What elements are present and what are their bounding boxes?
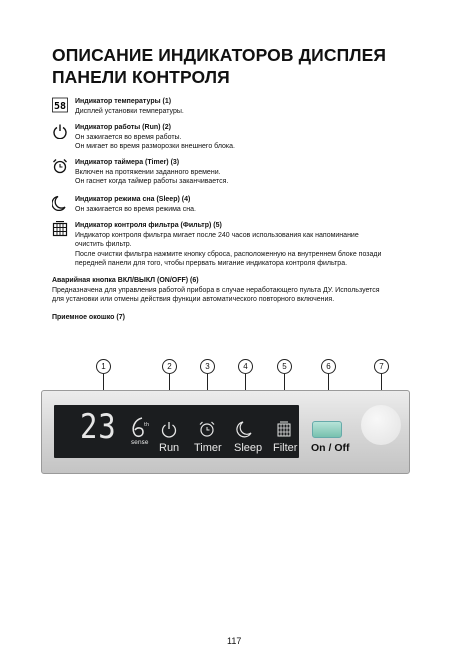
- emergency-line: для установки или отмены действия функции автоматического повторного включения.: [52, 296, 335, 303]
- indicator-heading: Индикатор режима сна (Sleep) (4): [75, 196, 191, 203]
- on-off-label: On / Off: [311, 442, 350, 454]
- svg-text:sense: sense: [131, 439, 149, 446]
- indicator-line: Он мигает во время разморозки внешнего блока.: [75, 143, 235, 150]
- indicator-temperature: [52, 97, 424, 116]
- title-line-1: ОПИСАНИЕ ИНДИКАТОРОВ ДИСПЛЕЯ: [52, 45, 387, 65]
- indicator-run: [52, 123, 424, 152]
- filter-grid-icon: [52, 221, 68, 237]
- timer-clock-icon: [198, 420, 216, 438]
- sleep-moon-icon: [236, 420, 254, 438]
- page-title: [52, 44, 452, 88]
- receiver-window: [361, 405, 401, 445]
- indicator-sleep: [52, 195, 424, 214]
- indicator-line: Включен на протяжении заданного времени.: [75, 168, 221, 176]
- callout-2: 2: [162, 359, 177, 374]
- title-line-2: ПАНЕЛИ КОНТРОЛЯ: [52, 67, 230, 87]
- timer-label: Timer: [194, 442, 222, 454]
- callout-7: 7: [374, 359, 389, 374]
- indicator-heading: Индикатор контроля фильтра (Фильтр) (5): [75, 222, 222, 229]
- page-number: 117: [227, 636, 242, 646]
- svg-text:58: 58: [53, 101, 67, 112]
- receiver-section: [52, 313, 424, 323]
- callout-1: 1: [96, 359, 111, 374]
- filter-grid-icon: [276, 421, 292, 438]
- power-icon: [52, 123, 68, 139]
- alarm-clock-icon: [52, 158, 68, 174]
- indicator-heading: Индикатор работы (Run) (2): [75, 124, 171, 131]
- moon-icon: [52, 195, 68, 211]
- emergency-line: Предназначена для управления работой прибора в случае неработающего пульта ДУ. Используется: [52, 286, 380, 294]
- indicator-heading: Индикатор таймера (Timer) (3): [75, 159, 180, 166]
- indicator-filter: [52, 221, 424, 269]
- filter-label: Filter: [273, 442, 298, 454]
- callout-4: 4: [238, 359, 253, 374]
- indicator-line: передней панели для того, чтобы прервать мигание индикатора контроля фильтра.: [75, 260, 348, 267]
- callout-6: 6: [321, 359, 336, 374]
- temperature-display: 23: [80, 407, 117, 447]
- indicator-line: После очистки фильтра нажмите кнопку сброса, расположенную на внутреннем блоке позади: [75, 250, 382, 258]
- emergency-heading: Аварийная кнопка ВКЛ/ВЫКЛ (ON/OFF) (6): [52, 277, 199, 284]
- indicator-line: Дисплей установки температуры.: [75, 107, 184, 115]
- run-power-icon: [160, 420, 178, 438]
- receiver-heading: Приемное окошко (7): [52, 314, 125, 321]
- run-label: Run: [159, 442, 180, 454]
- indicator-line: очистить фильтр.: [75, 241, 132, 248]
- sleep-label: Sleep: [234, 442, 263, 454]
- callout-3: 3: [200, 359, 215, 374]
- callout-5: 5: [277, 359, 292, 374]
- temperature-digits-icon: [52, 97, 68, 113]
- svg-text:th: th: [144, 422, 150, 428]
- indicator-line: Он зажигается во время работы.: [75, 133, 182, 141]
- emergency-section: [52, 276, 424, 305]
- indicator-heading: Индикатор температуры (1): [75, 98, 172, 105]
- sixth-sense-logo-icon: [128, 416, 154, 446]
- on-off-button[interactable]: [312, 421, 342, 438]
- indicator-line: Он зажигается во время режима сна.: [75, 205, 196, 213]
- indicator-line: Он гаснет когда таймер работы заканчивается.: [75, 178, 229, 185]
- indicator-timer: [52, 158, 424, 187]
- indicator-line: Индикатор контроля фильтра мигает после 240 часов использования как напоминание: [75, 231, 359, 239]
